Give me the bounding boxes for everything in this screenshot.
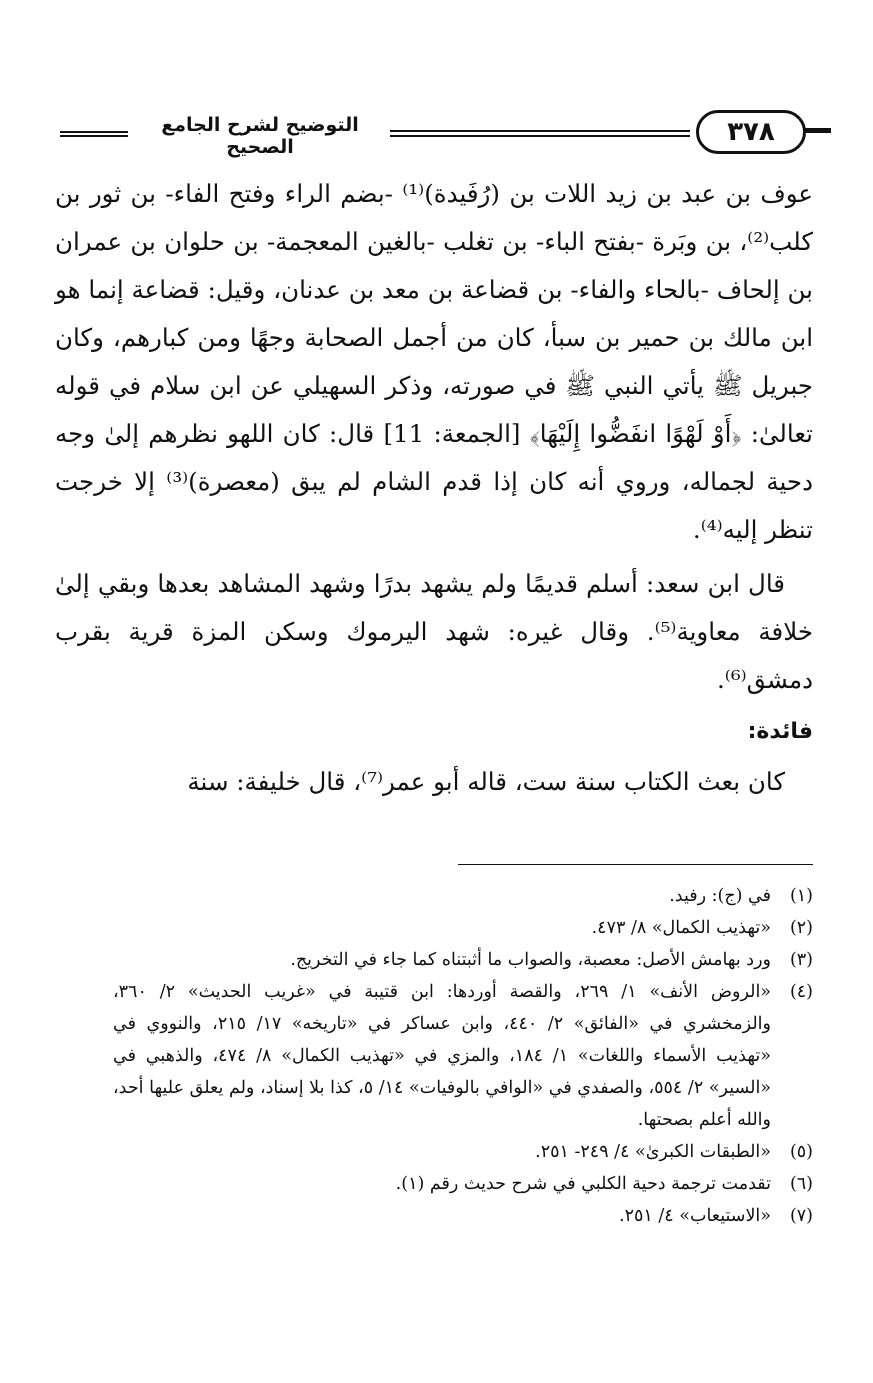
paragraph-3: كان بعث الكتاب سنة ست، قاله أبو عمر⁽⁷⁾، قال خليفة: سنة — [187, 767, 785, 796]
footnote-text: «الاستيعاب» ٤/ ٢٥١. — [619, 1206, 771, 1226]
page-number: ٣٧٨ — [696, 110, 806, 154]
footnote-text: «تهذيب الكمال» ٨/ ٤٧٣. — [591, 918, 771, 938]
footnote-number: (٢) — [789, 918, 813, 938]
footnote — [113, 1168, 813, 1200]
footnote-number: (١) — [789, 886, 813, 906]
book-title: التوضيح لشرح الجامع الصحيح — [161, 114, 359, 158]
footnote — [113, 944, 813, 976]
header-rule-middle — [390, 130, 690, 137]
paragraph-2: قال ابن سعد: أسلم قديمًا ولم يشهد بدرًا وشهد المشاهد بعدها وبقي إلىٰ خلافة معاوية⁽⁵⁾. وقال غيره: شهد اليرموك وسكن المزة قرية بقرب دمشق⁽⁶⁾. — [55, 569, 813, 694]
footnote — [113, 1200, 813, 1232]
main-text — [55, 170, 813, 806]
paragraph-1: عوف بن عبد بن زيد اللات بن (رُفَيدة)⁽¹⁾ -بضم الراء وفتح الفاء- بن ثور بن كلب⁽²⁾، بن وبَرة -بفتح الباء- بن تغلب -بالغين المعجمة- بن حلوان بن عمران بن إلحاف -بالحاء والفاء- بن قضاعة بن معد بن عدنان، وقيل: قضاعة إنما هو ابن مالك بن حمير بن سبأ، كان من أجمل الصحابة وجهًا ومن كبارهم، وكان جبريل ﷺ يأتي النبي ﷺ في صورته، وذكر السهيلي عن ابن سلام في قوله تعالىٰ: ﴿أَوْ لَهْوًا انفَضُّوا إِلَيْهَا﴾ [الجمعة: 11] قال: كان اللهو نظرهم إلىٰ وجه دحية لجماله، وروي أنه كان إذا قدم الشام لم يبق (معصرة)⁽³⁾ إلا خرجت تنظر إليه⁽⁴⁾. — [55, 179, 813, 544]
footnote — [113, 880, 813, 912]
header-rule-left — [60, 131, 128, 137]
footnote — [113, 976, 813, 1136]
footnote — [113, 1136, 813, 1168]
footnote-number: (٥) — [789, 1142, 813, 1162]
header-rule-tail — [805, 128, 831, 133]
section-heading: فائدة: — [747, 719, 813, 744]
footnote-text: في (ج): رفيد. — [669, 886, 771, 906]
page-header — [60, 108, 830, 158]
footnote — [113, 912, 813, 944]
footnotes — [113, 880, 813, 1232]
footnote-text: «الروض الأنف» ١/ ٢٦٩، والقصة أوردها: ابن قتيبة في «غريب الحديث» ٢/ ٣٦٠، والزمخشري في «الفائق» ٢/ ٤٤٠، وابن عساكر في «تاريخه» ١٧/ ٢١٥، والنووي في «تهذيب الأسماء واللغات» ١/ ١٨٤، والمزي في «تهذيب الكمال» ٨/ ٤٧٤، والذهبي في «السير» ٢/ ٥٥٤، والصفدي في «الوافي بالوفيات» ١٤/ ٥، كذا بلا إسناد، ولم يعلق عليها أحد، والله أعلم بصحتها. — [113, 982, 772, 1130]
footnote-number: (٧) — [789, 1206, 813, 1226]
footnote-number: (٦) — [789, 1174, 813, 1194]
footnote-number: (٤) — [789, 982, 813, 1002]
footnote-text: تقدمت ترجمة دحية الكلبي في شرح حديث رقم (١). — [395, 1174, 771, 1194]
footnote-number: (٣) — [789, 950, 813, 970]
footnote-text: ورد بهامش الأصل: معصبة، والصواب ما أثبتناه كما جاء في التخريج. — [290, 950, 771, 970]
footnote-text: «الطبقات الكبرىٰ» ٤/ ٢٤٩- ٢٥١. — [535, 1142, 771, 1162]
footnote-separator — [458, 864, 813, 865]
